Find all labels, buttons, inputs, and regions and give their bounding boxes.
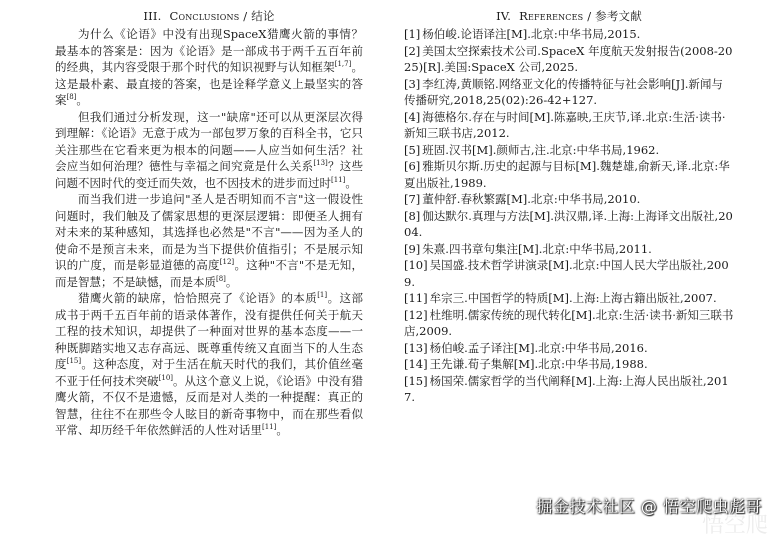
citation: [1] <box>317 291 328 300</box>
citation: [13] <box>313 159 328 168</box>
section-title: References / 参考文献 <box>519 9 642 23</box>
conclusion-paragraph-2: 但我们通过分析发现，这一"缺席"还可以从更深层次得到理解：《论语》无意于成为一部包罗万象的百科全书，它只关注那些在它看来更为根本的问题——人应当如何生活？社会应当如何治理？德性与幸福之间究竟是什么关系[13]？这些问题不因时代的变迁而失效，也不因技术的进步而过时[11]。 <box>55 109 364 190</box>
reference-item: [13] 杨伯峻.孟子译注[M].北京:中华书局,2016. <box>404 340 648 355</box>
citation: [1,7] <box>334 60 352 69</box>
conclusions-heading <box>55 8 363 24</box>
reference-item: [11] 牟宗三.中国哲学的特质[M].上海:上海古籍出版社,2007. <box>404 291 717 305</box>
reference-item: [1] 杨伯峻.论语译注[M].北京:中华书局,2015. <box>404 27 641 41</box>
section-number: IV. <box>496 9 512 23</box>
reference-item: [2] 美国太空探索技术公司.SpaceX 年度航天发射报告(2008-2025)[R].美国:SpaceX 公司,2025. <box>404 43 733 74</box>
reference-item: [15] 杨国荣.儒家哲学的当代阐释[M].上海:上海人民出版社,2017. <box>404 373 729 404</box>
reference-item: [4] 海德格尔.存在与时间[M].陈嘉映,王庆节,译.北京:生活·读书·新知三联书店,2012. <box>404 109 726 140</box>
reference-item: [14] 王先谦.荀子集解[M].北京:中华书局,1988. <box>404 357 648 371</box>
faint-watermark: 悟空爬 <box>701 513 768 538</box>
citation: [8] <box>66 93 77 102</box>
section-title: Conclusions / 结论 <box>169 9 275 23</box>
reference-list <box>404 26 734 406</box>
citation: [10] <box>158 373 174 382</box>
reference-item: [3] 李红涛,黄顺铭.网络亚文化的传播特征与社会影响[J].新闻与传播研究,2018,25(02):26-42+127. <box>404 76 723 107</box>
reference-item: [8] 伽达默尔.真理与方法[M].洪汉鼎,译.上海:上海译文出版社,2004. <box>404 208 733 239</box>
reference-item: [10] 吴国盛.技术哲学讲演录[M].北京:中国人民大学出版社,2009. <box>404 258 729 289</box>
conclusion-paragraph-3: 而当我们进一步追问"圣人是否明知而不言"这一假设性问题时，我们触及了儒家思想的更深层逻辑：即便圣人拥有对未来的某种感知，其选择也必然是"不言"——因为圣人的使命不是预言未来，而是为当下提供价值指引；不是展示知识的广度，而是彰显道德的高度[12]。这种"不言"不是无知，而是智慧；不是缺憾，而是本质[8]。 <box>55 192 364 289</box>
references-heading <box>404 8 734 24</box>
conclusion-paragraph-1: 为什么《论语》中没有出现SpaceX猎鹰火箭的事情？最基本的答案是：因为《论语》是一部成书于两千五百年前的经典，其内容受限于那个时代的知识视野与认知框架[1,7]。这是最朴素、最直接的答案，也是诠释学意义上最坚实的答案[8]。 <box>55 27 363 107</box>
citation: [12] <box>219 258 235 267</box>
conclusion-paragraph-4: 猎鹰火箭的缺席，恰恰照亮了《论语》的本质[1]。这部成书于两千五百年前的语录体著作，没有提供任何关于航天工程的技术知识，却提供了一种面对世界的基本态度——一种既脚踏实地又志存高远、既尊重传统又直面当下的人生态度[15]。这种态度，对于生活在航天时代的我们，其价值丝毫不亚于任何技术突破[10]。从这个意义上说，《论语》中没有猎鹰火箭，不仅不是遗憾，反而是对人类的一种提醒：真正的智慧，往往不在那些令人眩目的新奇事物中，而在那些看似平常、却历经千年依然鲜活的人性对话里[11]。 <box>55 291 364 437</box>
reference-item: [5] 班固.汉书[M].颜师古,注.北京:中华书局,1962. <box>404 142 660 157</box>
reference-item: [6] 雅斯贝尔斯.历史的起源与目标[M].魏楚雄,俞新天,译.北京:华夏出版社,1989. <box>404 159 730 190</box>
citation: [15] <box>66 357 82 366</box>
citation: [11] <box>331 175 346 184</box>
citation: [8] <box>216 274 226 283</box>
conclusions-column <box>55 8 363 439</box>
references-column <box>404 8 734 406</box>
site-watermark: 掘金技术社区 @ 悟空爬虫彪哥 <box>536 497 762 516</box>
reference-item: [9] 朱熹.四书章句集注[M].北京:中华书局,2011. <box>404 241 652 256</box>
section-number: III. <box>143 9 162 23</box>
citation: [11] <box>262 423 277 432</box>
reference-item: [7] 董仲舒.春秋繁露[M].北京:中华书局,2010. <box>404 192 641 206</box>
reference-item: [12] 杜维明.儒家传统的现代转化[M].北京:生活·读书·新知三联书店,2009. <box>404 307 734 338</box>
